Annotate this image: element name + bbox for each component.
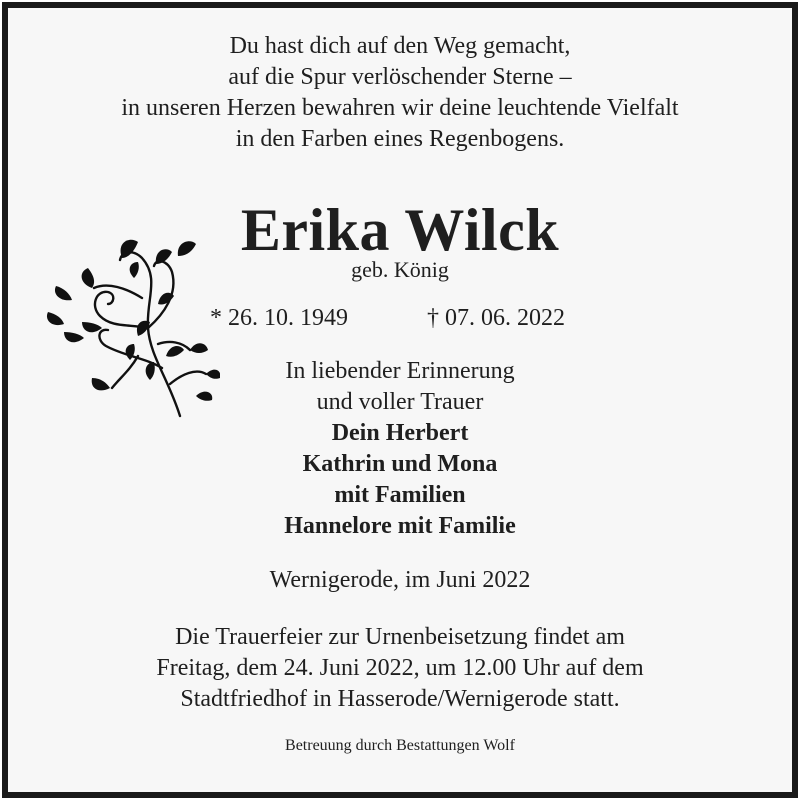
mourners-block <box>0 356 800 542</box>
mourner-name: Kathrin und Mona <box>302 451 498 477</box>
mourner-name: mit Familien <box>334 482 466 508</box>
deceased-name: Erika Wilck <box>240 197 560 263</box>
mourning-intro-line: In liebender Erinnerung <box>285 358 515 384</box>
mourner-name: Dein Herbert <box>331 420 469 446</box>
poem-line: Du hast dich auf den Weg gemacht, <box>229 33 571 59</box>
mourning-intro-line: und voller Trauer <box>316 389 484 415</box>
funeral-service-info <box>0 622 800 715</box>
service-line: Freitag, dem 24. Juni 2022, um 12.00 Uhr auf dem <box>156 655 644 681</box>
service-line: Die Trauerfeier zur Urnenbeisetzung findet am <box>175 624 625 650</box>
poem-line: in den Farben eines Regenbogens. <box>235 126 565 152</box>
death-date: † 07. 06. 2022 <box>427 305 565 331</box>
poem-line: in unseren Herzen bewahren wir deine leuchtende Vielfalt <box>121 95 679 121</box>
place-and-date: Wernigerode, im Juni 2022 <box>269 567 531 593</box>
service-line: Stadtfriedhof in Hasserode/Wernigerode statt. <box>180 686 620 712</box>
undertaker-credit: Betreuung durch Bestattungen Wolf <box>285 737 515 754</box>
mourner-name: Hannelore mit Familie <box>284 513 516 539</box>
poem-line: auf die Spur verlöschender Sterne – <box>228 64 572 90</box>
birth-date: * 26. 10. 1949 <box>210 305 348 331</box>
maiden-name: geb. König <box>351 257 449 282</box>
memorial-poem <box>0 31 800 155</box>
